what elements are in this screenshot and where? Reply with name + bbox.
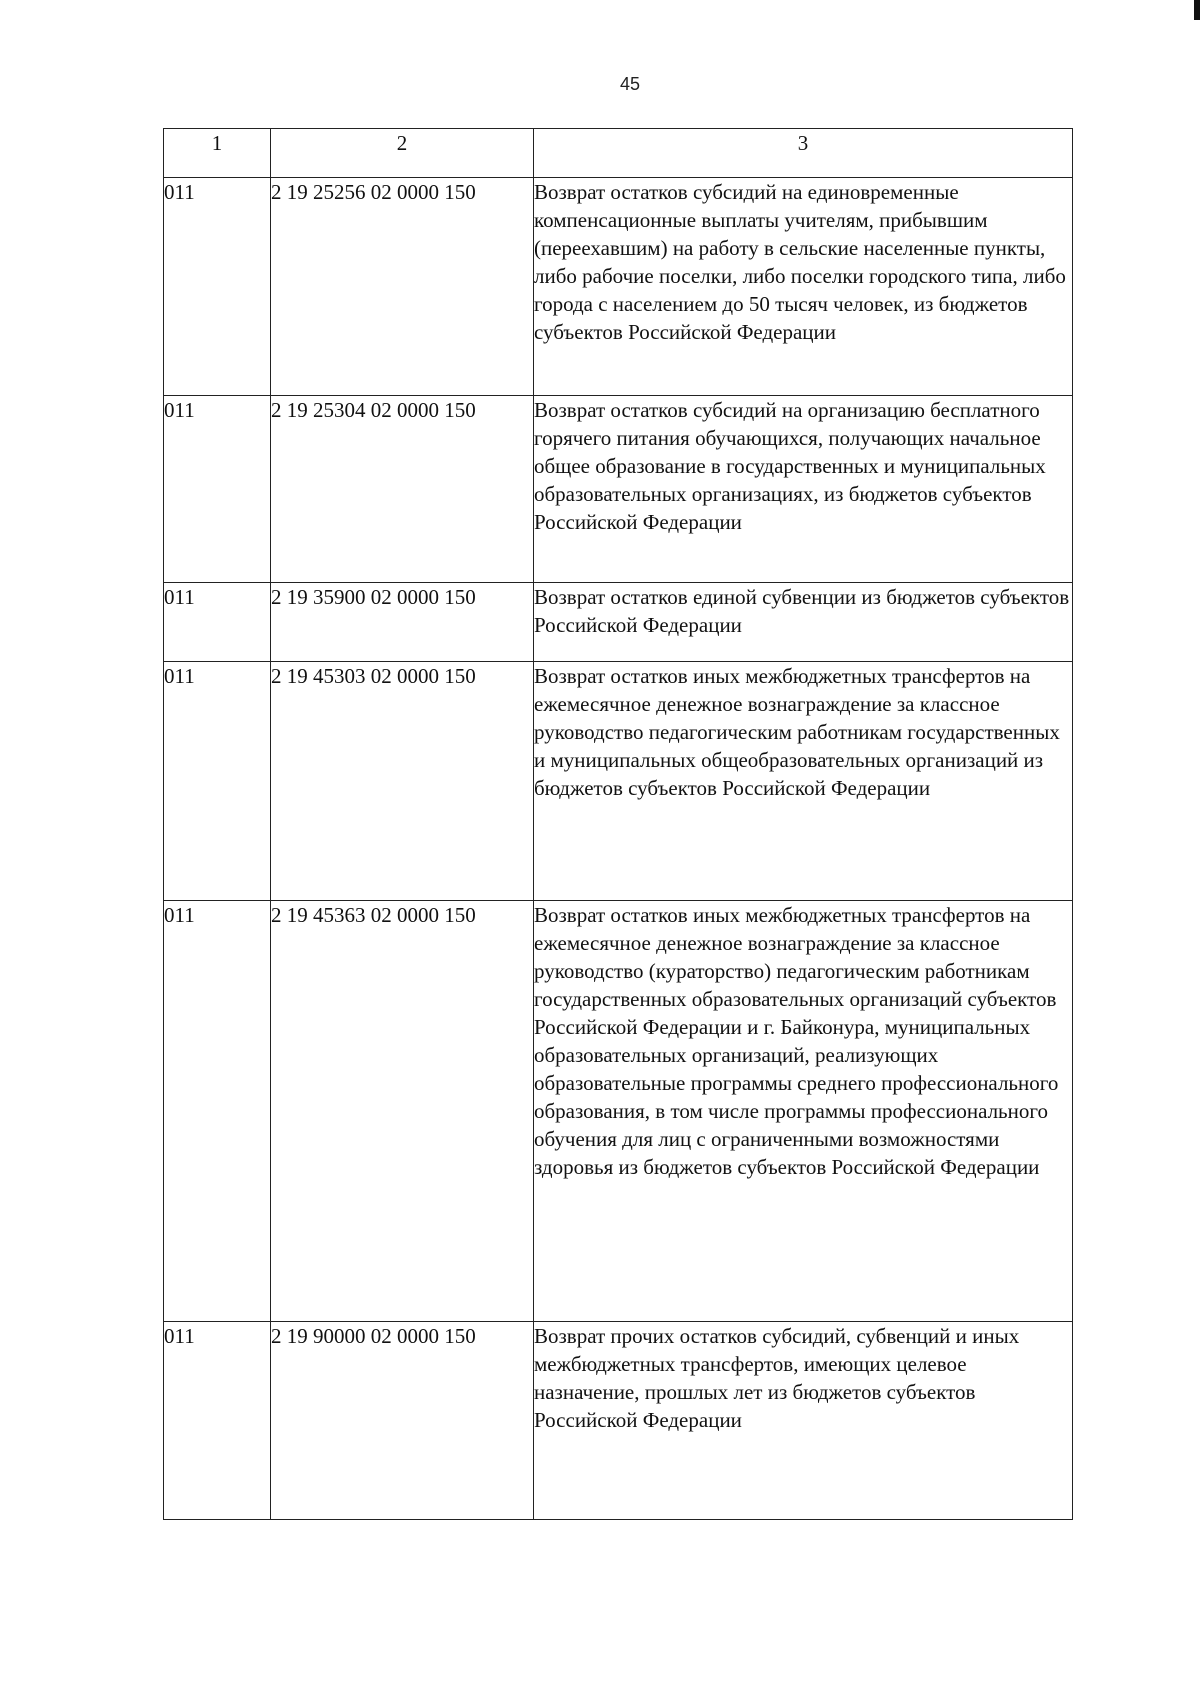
table-row bbox=[164, 178, 1073, 396]
budget-code-cell: 2 19 25304 02 0000 150 bbox=[271, 396, 534, 583]
table-row bbox=[164, 662, 1073, 901]
budget-code-cell: 2 19 25256 02 0000 150 bbox=[271, 178, 534, 396]
description-cell: Возврат остатков иных межбюджетных трансфертов на ежемесячное денежное вознаграждение за классное руководство педагогическим работникам государственных и муниципальных общеобразовательных организаций из бюджетов субъектов Российской Федерации bbox=[534, 662, 1073, 901]
table-row bbox=[164, 901, 1073, 1322]
budget-code-cell: 2 19 35900 02 0000 150 bbox=[271, 583, 534, 662]
description-cell: Возврат остатков иных межбюджетных трансфертов на ежемесячное денежное вознаграждение за классное руководство (кураторство) педагогическим работникам государственных образовательных организаций субъектов Российской Федерации и г. Байконура, муниципальных образовательных организаций, реализующих образовательные программы среднего профессионального образования, в том числе программы профессионального обучения для лиц с ограниченными возможностями здоровья из бюджетов субъектов Российской Федерации bbox=[534, 901, 1073, 1322]
description-cell: Возврат остатков субсидий на организацию бесплатного горячего питания обучающихся, получающих начальное общее образование в государственных и муниципальных образовательных организациях, из бюджетов субъектов Российской Федерации bbox=[534, 396, 1073, 583]
budget-codes-table bbox=[163, 128, 1073, 1520]
admin-code-cell: 011 bbox=[164, 178, 271, 396]
description-cell: Возврат остатков субсидий на единовременные компенсационные выплаты учителям, прибывшим (переехавшим) на работу в сельские населенные пункты, либо рабочие поселки, либо поселки городского типа, либо города с населением до 50 тысяч человек, из бюджетов субъектов Российской Федерации bbox=[534, 178, 1073, 396]
page-number: 45 bbox=[619, 74, 641, 94]
description-cell: Возврат прочих остатков субсидий, субвенций и иных межбюджетных трансфертов, имеющих целевое назначение, прошлых лет из бюджетов субъектов Российской Федерации bbox=[534, 1322, 1073, 1520]
table-row bbox=[164, 583, 1073, 662]
budget-code-cell: 2 19 45303 02 0000 150 bbox=[271, 662, 534, 901]
header-col-1: 1 bbox=[164, 129, 271, 178]
admin-code-cell: 011 bbox=[164, 583, 271, 662]
scan-edge-mark bbox=[1194, 0, 1200, 20]
admin-code-cell: 011 bbox=[164, 396, 271, 583]
admin-code-cell: 011 bbox=[164, 1322, 271, 1520]
budget-code-cell: 2 19 90000 02 0000 150 bbox=[271, 1322, 534, 1520]
budget-code-cell: 2 19 45363 02 0000 150 bbox=[271, 901, 534, 1322]
description-cell: Возврат остатков единой субвенции из бюджетов субъектов Российской Федерации bbox=[534, 583, 1073, 662]
header-col-3: 3 bbox=[534, 129, 1073, 178]
header-col-2: 2 bbox=[271, 129, 534, 178]
table-row bbox=[164, 396, 1073, 583]
admin-code-cell: 011 bbox=[164, 662, 271, 901]
table-header-row bbox=[164, 129, 1073, 178]
admin-code-cell: 011 bbox=[164, 901, 271, 1322]
table-row bbox=[164, 1322, 1073, 1520]
